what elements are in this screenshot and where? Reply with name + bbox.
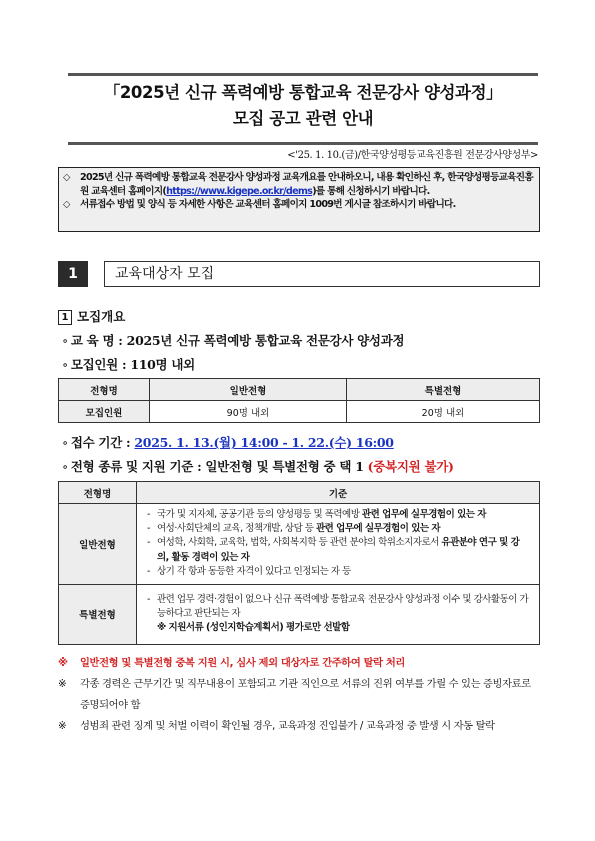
issue-date-line: <'25. 1. 10.(금)/한국양성평등교육진흥원 전문강사양성부> [287,150,538,161]
table-row-header: 일반전형 [59,504,137,585]
title-top-rule [68,73,538,76]
criteria-text: 관련 업무 경력·경험이 없으나 신규 폭력예방 통합교육 전문강사 양성과정 이수 및 강사활동이 가능하다고 판단되는 자 [157,594,529,620]
notice-box [58,167,540,232]
reference-mark-icon: ※ [58,678,67,690]
table-cell: 20명 내외 [347,401,540,423]
dash-marker: - [147,565,150,577]
bullet-icon: ∘ [62,435,68,450]
footnote-text: 성범죄 관련 징계 및 처벌 이력이 확인될 경우, 교육과정 진입불가 / 교육과정 중 발생 시 자동 탈락 [80,720,495,732]
table-header-cell: 전형명 [59,482,137,504]
notice-text [80,171,535,198]
dash-marker: - [147,523,150,535]
diamond-icon: ◇ [63,199,70,210]
title-bottom-rule [68,142,538,145]
bullet-icon: ∘ [62,333,68,348]
section-number-badge: 1 [58,261,88,287]
table-header-row [59,482,540,504]
notice-item [63,171,535,198]
course-name-text: 교 육 명 : 2025년 신규 폭력예방 통합교육 전문강사 양성과정 [70,333,405,348]
recruit-count-text: 모집인원 : 110명 내외 [70,357,195,372]
reference-mark-icon: ※ [58,720,67,732]
footnote-text: 각종 경력은 근무기간 및 직무내용이 포함되고 기관 직인으로 서류의 진위 여부를 가릴 수 있는 증빙자료로 증명되어야 함 [80,678,531,711]
table-header-cell: 특별전형 [347,379,540,401]
title-line-2: 모집 공고 관련 안내 [232,109,374,128]
homepage-link[interactable]: https://www.kigepe.or.kr/dems [166,185,313,197]
criteria-item [147,536,531,564]
subsection-heading [58,307,125,325]
footnote-item [58,653,540,674]
criteria-emphasis: 유관분야 연구 및 강의, 활동 경력이 있는 자 [157,537,520,563]
table-row [59,401,540,423]
table-cell [137,585,540,645]
recruit-count-line [62,355,195,373]
dash-marker: - [147,594,150,606]
table-row-header: 특별전형 [59,585,137,645]
criteria-emphasis: 관련 업무에 실무경험이 있는 자 [361,509,486,520]
course-name-line [62,331,404,349]
notice-text-part: 2025년 신규 폭력예방 통합교육 전문강사 양성과정 교육개요를 안내하오니, 내용 확인하신 후, 한국양성평등교육진흥원 교육센터 홈페이지( [80,172,533,197]
criteria-item [147,565,531,579]
application-period-value: 2025. 1. 13.(월) 14:00 - 1. 22.(수) 16:00 [134,435,394,450]
table-row [59,504,540,585]
document-title [68,80,538,132]
criteria-item [147,522,531,536]
special-selection-note: ※ 지원서류 (성인지학습계획서) 평가로만 선발함 [157,622,350,634]
bullet-icon: ∘ [62,357,68,372]
section-title: 교육대상자 모집 [104,261,540,287]
notice-text-part: )를 통해 신청하시기 바랍니다. [312,185,430,197]
quota-table [58,378,540,423]
subsection-number: 1 [58,310,72,325]
table-header-row [59,379,540,401]
selection-type-line [62,457,454,475]
application-period-line [62,433,394,451]
dash-marker: - [147,537,150,549]
bullet-icon: ∘ [62,459,68,474]
selection-type-text: 전형 종류 및 지원 기준 : 일반전형 및 특별전형 중 택 1 [70,459,368,474]
criteria-text: 여성·사회단체의 교육, 정책개발, 상담 등 [157,523,316,535]
criteria-item [147,508,531,522]
diamond-icon: ◇ [63,172,70,183]
footnote-item [58,716,540,737]
table-header-cell: 일반전형 [150,379,347,401]
notice-text: 서류접수 방법 및 양식 등 자세한 사항은 교육센터 홈페이지 1009번 게시글 참조하시기 바랍니다. [80,199,456,210]
duplicate-application-note: (중복지원 불가) [367,459,454,474]
criteria-emphasis: 관련 업무에 실무경험이 있는 자 [316,523,441,535]
title-line-1: 「2025년 신규 폭력예방 통합교육 전문강사 양성과정」 [103,83,503,102]
criteria-text: 상기 각 항과 동등한 자격이 있다고 인정되는 자 등 [157,565,351,577]
application-period-label: 접수 기간 : [70,435,135,450]
notice-item [63,198,535,212]
reference-mark-icon: ※ [58,657,68,669]
footnote-item [58,674,540,716]
footnotes [58,653,540,737]
table-header-cell: 기준 [137,482,540,504]
table-cell [137,504,540,585]
table-row-header: 모집인원 [59,401,150,423]
subsection-heading-text: 모집개요 [77,309,126,324]
criteria-table [58,481,540,645]
table-cell: 90명 내외 [150,401,347,423]
criteria-text: 국가 및 지자체, 공공기관 등의 양성평등 및 폭력예방 [157,509,362,520]
criteria-text: 여성학, 사회학, 교육학, 법학, 사회복지학 등 관련 분야의 학위소지자로서 [157,537,442,549]
criteria-item [147,593,531,621]
table-row [59,585,540,645]
dash-marker: - [147,509,150,520]
table-header-cell: 전형명 [59,379,150,401]
footnote-text: 일반전형 및 특별전형 중복 지원 시, 심사 제외 대상자로 간주하여 탈락 처리 [80,657,405,669]
